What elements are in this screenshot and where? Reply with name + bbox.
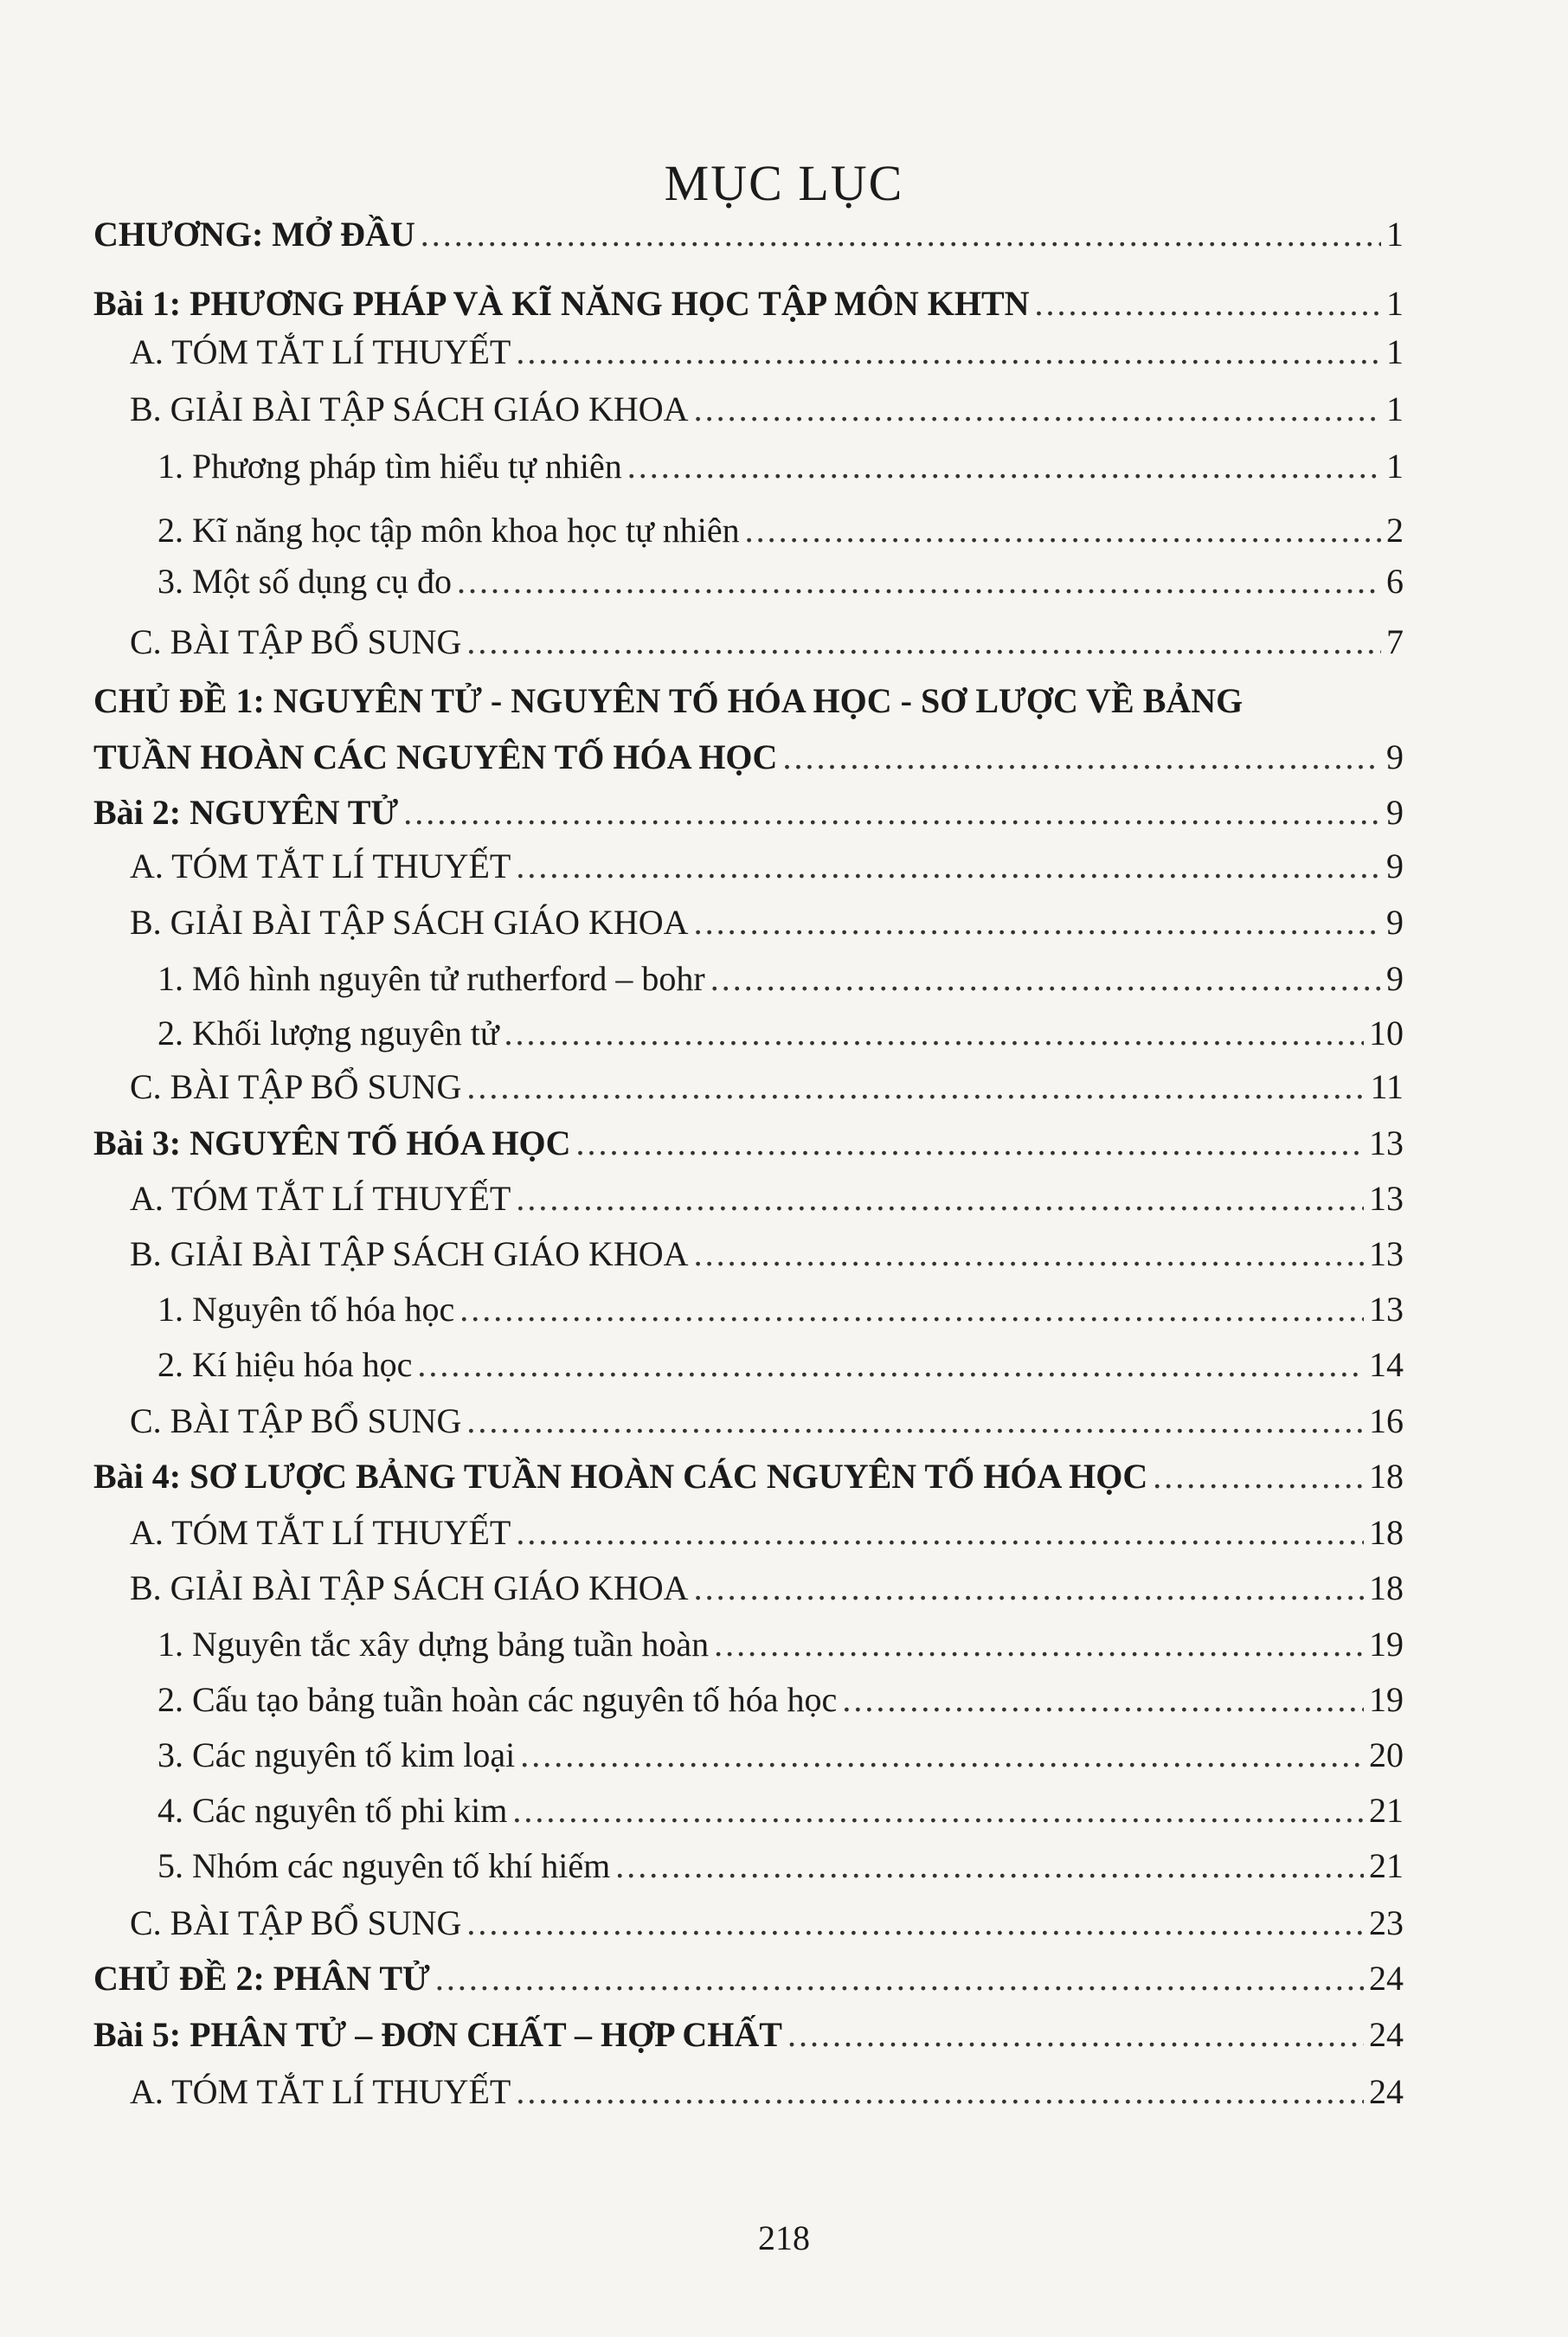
leader-dots: [516, 330, 1381, 375]
toc-entry-label: Bài 2: NGUYÊN TỬ: [93, 793, 399, 832]
leader-dots: [516, 1510, 1364, 1555]
toc-entry-page: 9: [1386, 847, 1404, 885]
toc-entry: [93, 281, 1404, 326]
toc-entry-page: 7: [1386, 622, 1404, 661]
toc-entry-page: 13: [1369, 1234, 1404, 1273]
toc-entry-page: 16: [1369, 1401, 1404, 1440]
toc-entry-label: C. BÀI TẬP BỔ SUNG: [130, 1903, 462, 1942]
toc-entry-label: B. GIẢI BÀI TẬP SÁCH GIÁO KHOA: [130, 1234, 689, 1273]
toc-entry-label: A. TÓM TẮT LÍ THUYẾT: [130, 1513, 511, 1552]
toc-entry-page: 9: [1386, 959, 1404, 998]
toc-entry: [130, 844, 1404, 889]
toc-entry: [157, 1844, 1404, 1889]
toc-entry: [157, 1677, 1404, 1722]
leader-dots: [512, 1788, 1364, 1833]
leader-dots: [466, 1901, 1364, 1946]
toc-entry: [157, 508, 1404, 553]
toc-entry-label: 5. Nhóm các nguyên tố khí hiếm: [157, 1846, 611, 1885]
toc-entry-page: 1: [1386, 447, 1404, 486]
toc-entry: [93, 2012, 1404, 2057]
toc-entry-label: A. TÓM TẮT LÍ THUYẾT: [130, 1179, 511, 1218]
leader-dots: [615, 1844, 1364, 1889]
leader-dots: [504, 1011, 1365, 1056]
toc-entry: [93, 212, 1404, 257]
toc-entry-page: 2: [1386, 511, 1404, 550]
leader-dots: [403, 790, 1381, 835]
toc-entry: [157, 1733, 1404, 1778]
toc-entry-label: 1. Phương pháp tìm hiểu tự nhiên: [157, 447, 622, 486]
toc-entry: [130, 330, 1404, 375]
toc-entry: [130, 2070, 1404, 2115]
leader-dots: [745, 508, 1381, 553]
toc-entry-page: 6: [1386, 562, 1404, 601]
leader-dots: [516, 844, 1381, 889]
toc-entry: [157, 1011, 1404, 1056]
toc-entry-label: B. GIẢI BÀI TẬP SÁCH GIÁO KHOA: [130, 390, 689, 428]
toc-entry-page: 24: [1369, 2072, 1404, 2111]
toc-entry-label: 3. Các nguyên tố kim loại: [157, 1735, 516, 1774]
toc-entry-label: 4. Các nguyên tố phi kim: [157, 1791, 508, 1830]
leader-dots: [516, 1176, 1364, 1221]
leader-dots: [421, 212, 1381, 257]
toc-entry-page: 1: [1386, 284, 1404, 323]
leader-dots: [417, 1342, 1364, 1387]
toc-entry: [157, 956, 1404, 1001]
leader-dots: [435, 1956, 1364, 2001]
leader-dots: [457, 559, 1381, 604]
toc-entry-page: 18: [1369, 1513, 1404, 1552]
toc-entry-page: 24: [1369, 1959, 1404, 1998]
leader-dots: [459, 1287, 1364, 1332]
leader-dots: [787, 2012, 1364, 2057]
toc-entry-label: Bài 3: NGUYÊN TỐ HÓA HỌC: [93, 1123, 571, 1162]
leader-dots: [694, 1232, 1364, 1277]
toc-entry-page: 18: [1369, 1568, 1404, 1607]
leader-dots: [782, 735, 1381, 780]
toc-entry: [130, 620, 1404, 665]
toc-entry: [93, 790, 1404, 835]
toc-entry: [130, 387, 1404, 432]
toc-entry: [93, 735, 1404, 780]
toc-entry-page: 10: [1369, 1014, 1404, 1053]
toc-entry-label: 1. Nguyên tắc xây dựng bảng tuần hoàn: [157, 1625, 710, 1664]
toc-entry-page: 1: [1386, 332, 1404, 371]
toc-entry-page: 11: [1370, 1067, 1404, 1106]
toc-entry: [130, 1901, 1404, 1946]
toc-entry: [130, 1065, 1404, 1110]
toc-entry-page: 21: [1369, 1846, 1404, 1885]
toc-entry-page: 9: [1386, 737, 1404, 776]
toc-entry-label: A. TÓM TẮT LÍ THUYẾT: [130, 2072, 511, 2111]
leader-dots: [466, 620, 1381, 665]
toc-entry-page: 19: [1369, 1625, 1404, 1664]
toc-entry-page: 13: [1369, 1123, 1404, 1162]
toc-entry-page: 13: [1369, 1290, 1404, 1329]
toc-entry-label: Bài 4: SƠ LƯỢC BẢNG TUẦN HOÀN CÁC NGUYÊN TỐ HÓA HỌC: [93, 1457, 1148, 1496]
toc-entry-label: CHƯƠNG: MỞ ĐẦU: [93, 215, 415, 254]
leader-dots: [576, 1121, 1364, 1166]
leader-dots: [516, 2070, 1364, 2115]
toc-entry-label: A. TÓM TẮT LÍ THUYẾT: [130, 332, 511, 371]
toc-entry: [93, 1121, 1404, 1166]
toc-entry-page: 1: [1386, 390, 1404, 428]
toc-entry-label: TUẦN HOÀN CÁC NGUYÊN TỐ HÓA HỌC: [93, 737, 778, 776]
leader-dots: [694, 1566, 1364, 1611]
toc-entry: [93, 1454, 1404, 1499]
toc-entry-label: Bài 1: PHƯƠNG PHÁP VÀ KĨ NĂNG HỌC TẬP MÔN KHTN: [93, 284, 1030, 323]
leader-dots: [466, 1399, 1364, 1444]
leader-dots: [694, 387, 1381, 432]
toc-entry: [157, 1788, 1404, 1833]
toc-entry-label: 2. Cấu tạo bảng tuần hoàn các nguyên tố hóa học: [157, 1680, 838, 1719]
leader-dots: [1035, 281, 1381, 326]
toc-entry-page: 20: [1369, 1735, 1404, 1774]
toc-entry-label: 3. Một số dụng cụ đo: [157, 562, 452, 601]
toc-entry: [130, 1566, 1404, 1611]
toc-entry-label: CHỦ ĐỀ 2: PHÂN TỬ: [93, 1959, 430, 1998]
toc-entry: [157, 1287, 1404, 1332]
toc-entry-label: C. BÀI TẬP BỔ SUNG: [130, 1067, 462, 1106]
toc-entry-heading-line1: CHỦ ĐỀ 1: NGUYÊN TỬ - NGUYÊN TỐ HÓA HỌC - SƠ LƯỢC VỀ BẢNG: [93, 681, 1243, 720]
toc-entry-label: 1. Mô hình nguyên tử rutherford – bohr: [157, 959, 705, 998]
leader-dots: [627, 444, 1381, 489]
toc-entry-page: 14: [1369, 1345, 1404, 1384]
toc-entry: [130, 1510, 1404, 1555]
toc-entry: [157, 1622, 1404, 1667]
toc-entry-label: B. GIẢI BÀI TẬP SÁCH GIÁO KHOA: [130, 1568, 689, 1607]
toc-entry: [157, 1342, 1404, 1387]
toc-entry-label: B. GIẢI BÀI TẬP SÁCH GIÁO KHOA: [130, 903, 689, 942]
toc-entry-label: 1. Nguyên tố hóa học: [157, 1290, 455, 1329]
toc-entry-page: 9: [1386, 903, 1404, 942]
leader-dots: [466, 1065, 1365, 1110]
page-title: MỤC LỤC: [664, 155, 904, 211]
toc-entry-label: C. BÀI TẬP BỔ SUNG: [130, 622, 462, 661]
toc-entry-label: C. BÀI TẬP BỔ SUNG: [130, 1401, 462, 1440]
toc-entry-page: 13: [1369, 1179, 1404, 1218]
toc-entry: [157, 444, 1404, 489]
leader-dots: [710, 956, 1381, 1001]
toc-entry-page: 23: [1369, 1903, 1404, 1942]
leader-dots: [714, 1622, 1364, 1667]
toc-entry-page: 21: [1369, 1791, 1404, 1830]
page-number: 218: [758, 2218, 810, 2257]
leader-dots: [1153, 1454, 1364, 1499]
toc-entry-page: 9: [1386, 793, 1404, 832]
toc-entry-page: 18: [1369, 1457, 1404, 1496]
toc-entry-page: 1: [1386, 215, 1404, 254]
leader-dots: [694, 900, 1381, 945]
toc-entry-label: A. TÓM TẮT LÍ THUYẾT: [130, 847, 511, 885]
toc-entry-label: 2. Kĩ năng học tập môn khoa học tự nhiên: [157, 511, 740, 550]
toc-entry: [130, 1399, 1404, 1444]
toc-entry: [130, 900, 1404, 945]
toc-entry-page: 19: [1369, 1680, 1404, 1719]
leader-dots: [520, 1733, 1364, 1778]
toc-entry: [130, 1176, 1404, 1221]
toc-entry-label: 2. Kí hiệu hóa học: [157, 1345, 413, 1384]
toc-entry: [93, 1956, 1404, 2001]
leader-dots: [842, 1677, 1364, 1722]
toc-entry-label: Bài 5: PHÂN TỬ – ĐƠN CHẤT – HỢP CHẤT: [93, 2015, 782, 2054]
toc-entry: [130, 1232, 1404, 1277]
toc-entry-label: 2. Khối lượng nguyên tử: [157, 1014, 499, 1053]
toc-entry-page: 24: [1369, 2015, 1404, 2054]
toc-entry: [157, 559, 1404, 604]
